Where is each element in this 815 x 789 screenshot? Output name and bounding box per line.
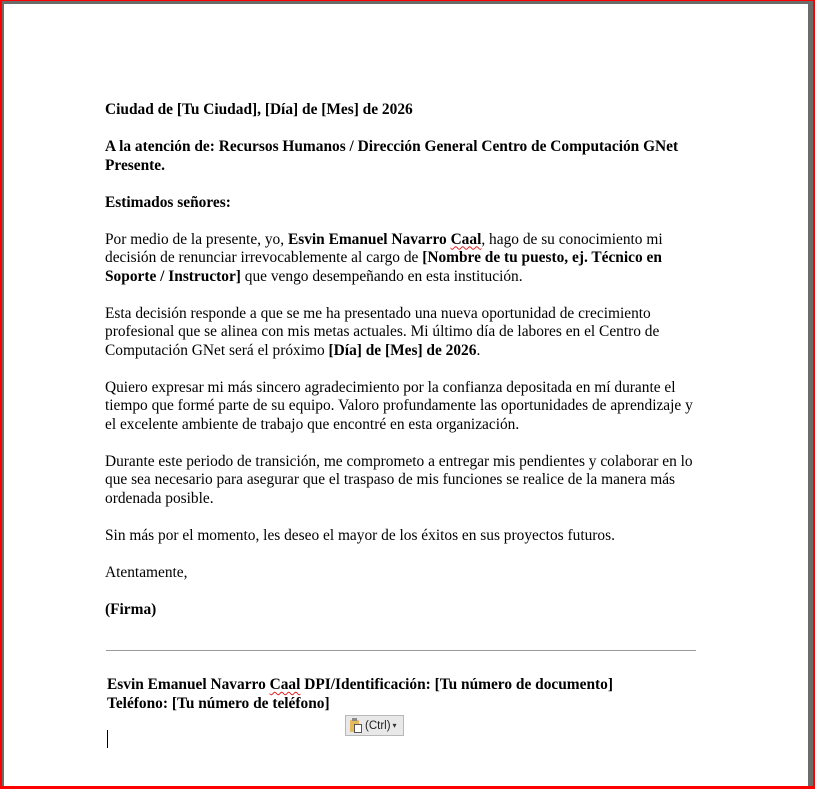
date-line: Ciudad de [Tu Ciudad], [Día] de [Mes] de 2026	[105, 101, 413, 118]
greeting: Estimados señores:	[105, 193, 231, 211]
paragraph-farewell: Sin más por el momento, les deseo el mayor de los éxitos en sus proyectos futuros.	[105, 526, 615, 544]
text-run: Por medio de la presente, yo,	[105, 230, 288, 248]
clipboard-icon	[349, 718, 363, 733]
signer-details	[107, 676, 727, 713]
document-body[interactable]	[105, 101, 705, 638]
window-frame	[2, 1, 813, 786]
spellcheck-word[interactable]: Caal	[450, 230, 482, 248]
text-run: Esta decisión responde a que se me ha presentado una nueva oportunidad de crecimiento profesional que se alinea con mis metas actuales. Mi último día de labores en el Centro de Computación GNet será el próximo	[105, 304, 660, 359]
paste-options-label: (Ctrl)	[365, 719, 391, 732]
paragraph-reason	[105, 305, 705, 361]
attention-line: A la atención de: Recursos Humanos / Dirección General Centro de Computación GNet Presente.	[105, 138, 679, 174]
spellcheck-word[interactable]: Caal	[269, 676, 301, 693]
document-page[interactable]	[4, 4, 808, 786]
signature-placeholder: (Firma)	[105, 600, 157, 618]
signer-phone-line: Teléfono: [Tu número de teléfono]	[107, 694, 330, 712]
paragraph-transition: Durante este periodo de transición, me comprometo a entregar mis pendientes y colaborar en lo que sea necesario para asegurar que el traspaso de mis funciones se realice de la manera más ordenada posible.	[105, 452, 693, 507]
last-day-placeholder: [Día] de [Mes] de 2026	[328, 341, 477, 359]
text-run: Esvin Emanuel Navarro	[287, 230, 451, 248]
chevron-down-icon: ▾	[392, 721, 397, 730]
position-placeholder: [Nombre de tu puesto, ej. Técnico en Soporte / Instructor]	[105, 249, 662, 285]
signer-id-line	[107, 676, 727, 695]
text-run: Esvin Emanuel Navarro	[107, 676, 270, 693]
sender-name	[288, 231, 481, 248]
text-run: .	[476, 341, 481, 359]
text-run: que vengo desempeñando en esta institución.	[240, 267, 523, 285]
paragraph-intro	[105, 231, 705, 287]
text-cursor	[107, 730, 108, 748]
closing: Atentamente,	[105, 563, 188, 581]
paragraph-gratitude: Quiero expresar mi más sincero agradecimiento por la confianza depositada en mí durante el tiempo que formé parte de su equipo. Valoro profundamente las oportunidades de aprendizaje y el excelente ambiente de trabajo que encontré en esta organización.	[105, 378, 693, 433]
paste-options-button[interactable]	[345, 715, 404, 736]
text-run: , hago de su conocimiento mi decisión de renunciar irrevocablemente al cargo de	[105, 230, 663, 266]
text-run: DPI/Identificación: [Tu número de documento]	[300, 676, 613, 693]
signature-line	[106, 650, 696, 651]
